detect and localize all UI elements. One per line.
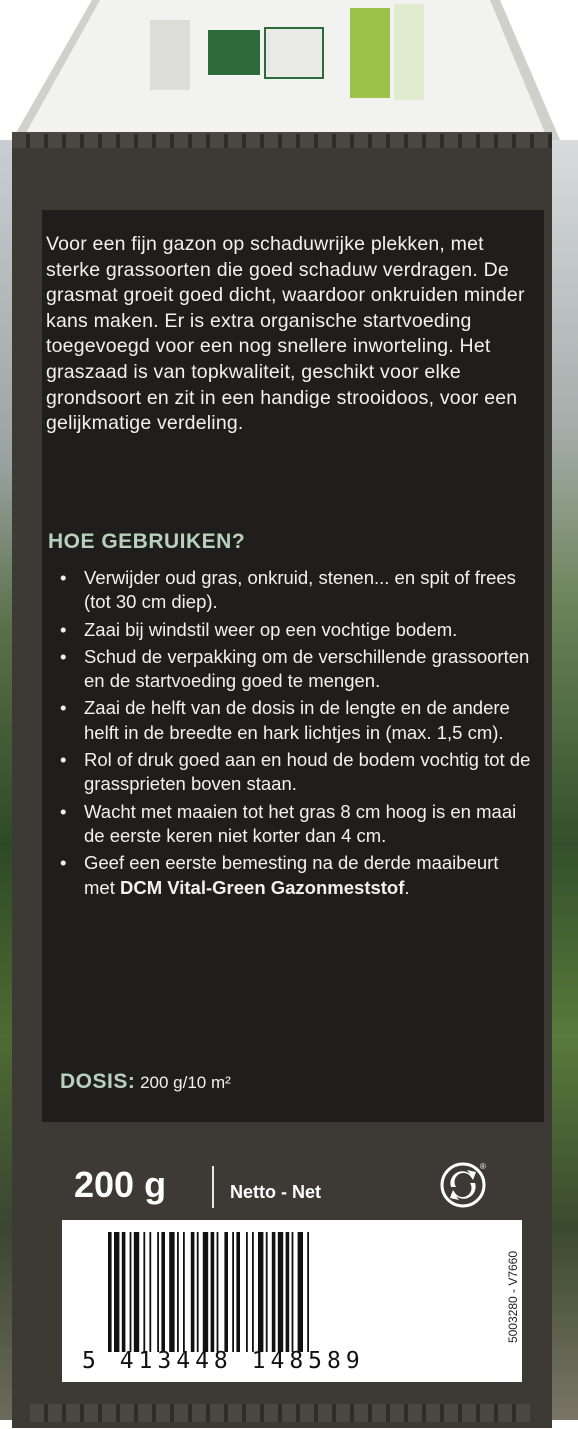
net-weight: 200 g — [74, 1164, 167, 1205]
howto-step: • Verwijder oud gras, onkruid, stenen... en spit of frees (tot 30 cm diep). — [60, 567, 516, 613]
serrated-edge-top — [12, 134, 552, 148]
barcode-bar — [217, 1232, 219, 1352]
howto-step: • Wacht met maaien tot het gras 8 cm hoog is en maai de eerste keren niet korter dan 4 cm. — [60, 800, 517, 846]
howto-step: • Schud de verpakking om de verschillende grassoorten en de startvoeding goed te mengen. — [60, 645, 530, 692]
howto-title: HOE GEBRUIKEN? — [48, 530, 246, 553]
barcode-digits: 5 413448 148589 — [82, 1348, 365, 1374]
barcode-bar — [114, 1232, 119, 1352]
howto-step: • Zaai bij windstil weer op een vochtige bodem. — [60, 618, 458, 640]
serrated-edge-bottom — [30, 1404, 530, 1422]
barcode-bar — [272, 1232, 276, 1352]
barcode-label — [62, 1220, 522, 1382]
howto-step: • Zaai de helft van de dosis in de lengte en de andere helft in de breedte en hark lichtjes in (max. 1,5 cm). — [60, 697, 510, 743]
barcode-bar — [203, 1232, 208, 1352]
product-code: 5003280 - V7660 — [506, 1250, 520, 1344]
barcode-bar — [236, 1232, 240, 1352]
barcode-bar — [143, 1232, 145, 1352]
net-label: Netto - Net — [230, 1182, 321, 1202]
info-panel — [42, 210, 544, 1122]
barcode-bar — [258, 1232, 263, 1352]
dose — [60, 1070, 231, 1094]
barcode-bar — [122, 1232, 126, 1352]
barcode-bar — [307, 1232, 309, 1352]
dose-label: DOSIS: — [60, 1070, 136, 1093]
intro-text: Voor een fijn gazon op schaduwrijke plekken, met sterke grassoorten die goed schaduw verdragen. De grasmat groeit goed dicht, waardoor onkruiden minder kans maken. Er is extra organische startvoeding toegevoegd voor een nog snellere inworteling. Het graszaad is van topkwaliteit, geschikt voor elke grondsoort en zit in een handige strooidoos, voor een gelijkmatige verdeling. — [46, 233, 525, 435]
barcode-bar — [177, 1232, 179, 1352]
barcode-bar — [157, 1232, 159, 1352]
barcode-bar — [232, 1232, 234, 1352]
product-name: DCM Vital-Green Gazonmeststof — [119, 876, 405, 898]
divider — [212, 1166, 214, 1208]
barcode-bar — [183, 1232, 185, 1352]
barcode-bar — [224, 1232, 228, 1352]
howto-steps — [42, 566, 532, 903]
barcode-bar — [191, 1232, 195, 1352]
svg-text:®: ® — [480, 1162, 486, 1171]
dose-value: 200 g/10 m² — [140, 1073, 231, 1092]
green-dot-icon — [440, 1162, 486, 1208]
barcode — [106, 1232, 436, 1352]
barcode-bar — [278, 1232, 283, 1352]
barcode-bar — [149, 1232, 151, 1352]
barcode-bar — [197, 1232, 199, 1352]
barcode-bar — [211, 1232, 215, 1352]
barcode-bar — [246, 1232, 248, 1352]
barcode-bar — [266, 1232, 268, 1352]
barcode-bar — [292, 1232, 294, 1352]
barcode-bar — [108, 1232, 112, 1352]
barcode-bar — [161, 1232, 165, 1352]
howto-step: • Rol of druk goed aan en houd de bodem vochtig tot de grassprieten boven staan. — [60, 749, 531, 795]
barcode-bar — [130, 1232, 132, 1352]
barcode-bar — [169, 1232, 174, 1352]
barcode-bar — [298, 1232, 303, 1352]
barcode-bar — [252, 1232, 254, 1352]
barcode-bar — [134, 1232, 139, 1352]
howto-step-last: • Geef een eerste bemesting na de derde maaibeurt met DCM Vital-Green Gazonmeststof. — [60, 852, 499, 898]
barcode-bar — [286, 1232, 290, 1352]
